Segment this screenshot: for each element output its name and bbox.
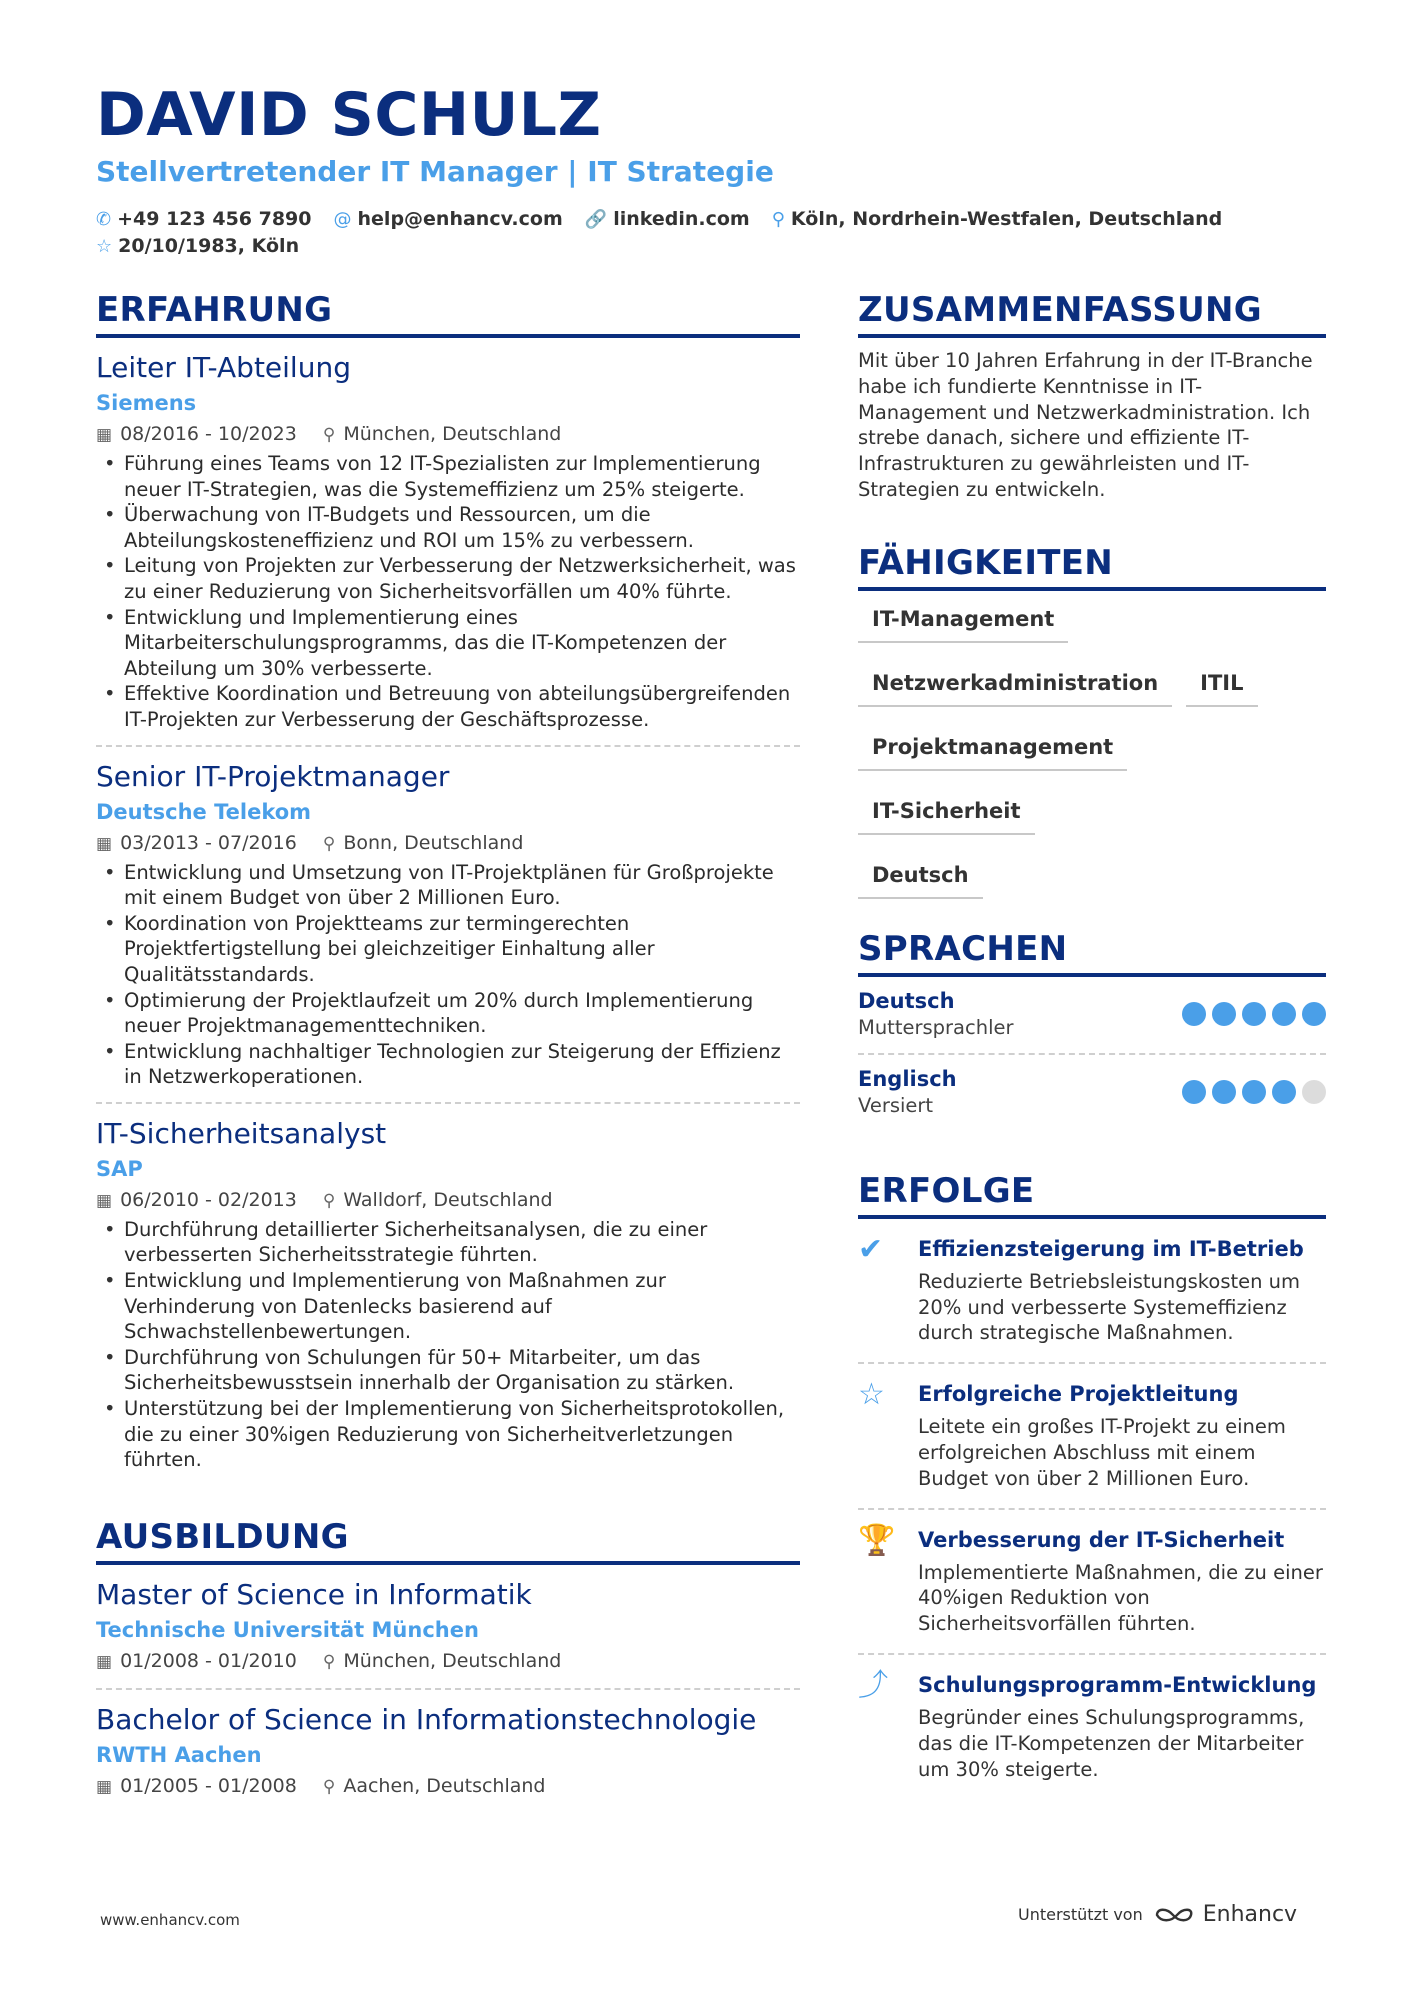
contact-item[interactable] [585,206,750,233]
date-range: 03/2013 - 07/2016 [120,831,297,854]
phone-icon: ✆ [96,209,112,230]
degree-title: Bachelor of Science in Informationstechnologie [96,1702,757,1736]
contact-item [96,233,299,260]
location-text: Walldorf, Deutschland [343,1188,553,1211]
education-location [323,1647,561,1676]
contact-text: 20/10/1983, Köln [118,235,300,257]
rating-dot [1242,1002,1266,1026]
location-text: Aachen, Deutschland [343,1774,546,1797]
footer-website[interactable]: www.enhancv.com [100,1911,240,1929]
enhancv-logo-icon [1153,1904,1197,1926]
date-range: 06/2010 - 02/2013 [120,1188,297,1211]
rating-dot [1272,1080,1296,1104]
skills-list [858,603,1326,923]
rating-dot [1302,1002,1326,1026]
skill-tag: IT-Management [858,603,1068,643]
contact-item [772,206,1223,233]
job-entry [96,338,800,747]
language-rating [1182,1080,1326,1104]
checkmark-icon: ✔ [858,1231,884,1267]
language-item [858,1055,1326,1131]
company-name: Deutsche Telekom [96,799,312,824]
location-text: München, Deutschland [343,1649,562,1672]
job-bullets [96,451,800,733]
job-dates [96,420,297,449]
contact-info [96,206,1336,260]
contact-text: linkedin.com [613,208,750,230]
job-title: IT-Sicherheitsanalyst [96,1116,387,1150]
powered-by-label: Unterstützt von [1018,1905,1143,1924]
language-name: Englisch [858,1066,957,1091]
achievement-title: Effizienzsteigerung im IT-Betrieb [918,1236,1304,1261]
bullet-item: • Optimierung der Projektlaufzeit um 20% durch Implementierung neuer Projektmanagementtechniken. [96,988,800,1039]
footer-powered-by [1018,1902,1297,1927]
languages-list [858,977,1326,1131]
achievement-title: Erfolgreiche Projektleitung [918,1382,1239,1407]
experience-list [96,338,800,1485]
achievement-description: Reduzierte Betriebsleistungskosten um 20% und verbesserte Systemeffizienz durch strategische Maßnahmen. [918,1269,1301,1345]
education-entry [96,1565,800,1690]
bullet-item: • Durchführung von Schulungen für 50+ Mitarbeiter, um das Sicherheitsbewusstsein innerhalb der Organisation zu stärken. [96,1345,800,1396]
rating-dot [1242,1080,1266,1104]
enhancv-logo [1153,1902,1297,1927]
bullet-item: • Überwachung von IT-Budgets und Ressourcen, um die Abteilungskosteneffizienz und ROI um 15% zu verbessern. [96,502,800,553]
education-location [323,1772,546,1801]
rating-dot [1302,1080,1326,1104]
location-icon: ⚲ [771,209,785,230]
headline: Stellvertretender IT Manager | IT Strategie [96,155,774,188]
degree-title: Master of Science in Informatik [96,1577,532,1611]
achievement-body [918,1671,1326,1782]
bullet-item: • Entwicklung und Implementierung von Maßnahmen zur Verhinderung von Datenlecks basierend auf Schwachstellenbewertungen. [96,1268,800,1345]
contact-text: help@enhancv.com [357,208,563,230]
bullet-item: • Effektive Koordination und Betreuung von abteilungsübergreifenden IT-Projekten zur Verbesserung der Geschäftsprozesse. [96,681,800,732]
location-text: Bonn, Deutschland [343,831,524,854]
skills-row [858,731,1326,859]
job-bullets [96,860,800,1090]
summary-text: Mit über 10 Jahren Erfahrung in der IT-Branche habe ich fundierte Kenntnisse in IT-Management und Netzwerkadministration. Ich strebe danach, sichere und effiziente IT-Infrastrukturen zu gewährleisten und IT-Strategien zu entwickeln. [858,349,1313,501]
summary-section-title: ZUSAMMENFASSUNG [858,290,1326,338]
skill-tag: IT-Sicherheit [858,795,1035,835]
language-rating [1182,1002,1326,1026]
contact-text: Köln, Nordrhein-Westfalen, Deutschland [790,208,1223,230]
education-meta [96,1772,800,1801]
education-entry [96,1690,800,1813]
bullet-item: • Entwicklung nachhaltiger Technologien zur Steigerung der Effizienz in Netzwerkoperationen. [96,1039,800,1090]
achievement-body [918,1235,1326,1346]
trophy-icon: 🏆 [858,1522,896,1558]
language-item [858,977,1326,1055]
achievements-section-title: ERFOLGE [858,1171,1326,1219]
job-meta [96,420,800,449]
bullet-item: • Unterstützung bei der Implementierung von Sicherheitsprotokollen, die zu einer 30%igen Reduzierung von Sicherheitverletzungen führten. [96,1396,800,1473]
achievement-item [858,1219,1326,1364]
star-icon: ☆ [96,236,113,257]
language-info [858,1065,957,1119]
job-location [323,420,561,449]
bullet-item: • Leitung von Projekten zur Verbesserung der Netzwerksicherheit, was zu einer Reduzierung von Sicherheitsvorfällen um 40% führte. [96,553,800,604]
achievements-list [858,1219,1326,1799]
contact-text: +49 123 456 7890 [117,208,312,230]
bullet-item: • Entwicklung und Implementierung eines Mitarbeiterschulungsprogramms, das die IT-Kompetenzen der Abteilung um 30% verbesserte. [96,605,800,682]
calendar-icon: ▦ [96,1776,113,1797]
achievement-description: Implementierte Maßnahmen, die zu einer 40%igen Reduktion von Sicherheitsvorfällen führten. [918,1560,1323,1636]
calendar-icon: ▦ [96,425,113,445]
job-meta [96,829,800,858]
job-title: Leiter IT-Abteilung [96,351,351,384]
calendar-icon: ▦ [96,1651,113,1672]
achievement-item [858,1510,1326,1655]
school-name: Technische Universität München [96,1617,479,1642]
achievement-body [918,1380,1326,1491]
education-dates [96,1772,297,1801]
left-column [96,290,800,1813]
job-bullets [96,1217,800,1473]
location-pin-icon: ⚲ [322,1651,336,1672]
job-entry [96,1104,800,1485]
achievement-item [858,1364,1326,1509]
skills-row [858,859,1326,923]
date-range: 08/2016 - 10/2023 [120,423,297,445]
rating-dot [1212,1002,1236,1026]
skill-tag: Projektmanagement [858,731,1127,771]
achievement-description: Leitete ein großes IT-Projekt zu einem erfolgreichen Abschluss mit einem Budget von über 2 Millionen Euro. [918,1415,1286,1490]
rating-dot [1272,1002,1296,1026]
skill-tag: ITIL [1186,667,1257,707]
achievement-item [858,1655,1326,1798]
contact-item[interactable] [96,206,312,233]
languages-section-title: SPRACHEN [858,929,1326,977]
right-column [858,290,1326,1798]
bullet-item: • Führung eines Teams von 12 IT-Spezialisten zur Implementierung neuer IT-Strategien, was die Systemeffizienz um 25% steigerte. [96,451,800,502]
skills-row [858,667,1326,731]
strategy-icon: ⤴ [858,1667,888,1703]
rating-dot [1182,1080,1206,1104]
contact-item[interactable] [334,206,563,233]
education-section-title: AUSBILDUNG [96,1517,800,1565]
company-name: SAP [96,1156,143,1181]
achievement-title: Verbesserung der IT-Sicherheit [918,1527,1285,1552]
language-level: Muttersprachler [858,1015,1014,1039]
location-pin-icon: ⚲ [322,1190,336,1211]
achievement-body [918,1526,1326,1637]
job-location [323,829,524,858]
at-icon: @ [333,209,352,230]
location-pin-icon: ⚲ [322,833,336,854]
skills-row [858,603,1326,667]
enhancv-logo-text: Enhancv [1202,1902,1298,1927]
rating-dot [1212,1080,1236,1104]
calendar-icon: ▦ [96,1190,113,1211]
location-text: München, Deutschland [343,423,562,445]
star-icon: ☆ [858,1377,885,1413]
calendar-icon: ▦ [96,833,113,854]
education-meta [96,1647,800,1676]
date-range: 01/2005 - 01/2008 [120,1774,297,1797]
achievement-title: Schulungsprogramm-Entwicklung [918,1672,1317,1697]
bullet-item: • Entwicklung und Umsetzung von IT-Projektplänen für Großprojekte mit einem Budget von über 2 Millionen Euro. [96,860,800,911]
experience-section-title: ERFAHRUNG [96,290,800,338]
location-pin-icon: ⚲ [322,1776,336,1797]
language-name: Deutsch [858,988,955,1013]
candidate-name: DAVID SCHULZ [96,80,602,150]
date-range: 01/2008 - 01/2010 [120,1649,297,1672]
company-name: Siemens [96,391,197,415]
link-icon: 🔗 [584,209,608,230]
achievement-description: Begründer eines Schulungsprogramms, das die IT-Kompetenzen der Mitarbeiter um 30% steigerte. [918,1705,1305,1781]
bullet-item: • Koordination von Projektteams zur termingerechten Projektfertigstellung bei gleichzeitiger Einhaltung aller Qualitätsstandards. [96,911,800,988]
job-title: Senior IT-Projektmanager [96,759,450,793]
skill-tag: Deutsch [858,859,983,899]
job-location [323,1186,553,1215]
job-dates [96,1186,297,1215]
job-meta [96,1186,800,1215]
language-info [858,987,1014,1041]
bullet-item: • Durchführung detaillierter Sicherheitsanalysen, die zu einer verbesserten Sicherheitsstrategie führten. [96,1217,800,1268]
skill-tag: Netzwerkadministration [858,667,1172,707]
job-entry [96,747,800,1104]
rating-dot [1182,1002,1206,1026]
location-pin-icon: ⚲ [322,425,336,445]
education-list [96,1565,800,1813]
school-name: RWTH Aachen [96,1742,262,1767]
job-dates [96,829,297,858]
education-dates [96,1647,297,1676]
skills-section-title: FÄHIGKEITEN [858,543,1326,591]
language-level: Versiert [858,1093,934,1117]
